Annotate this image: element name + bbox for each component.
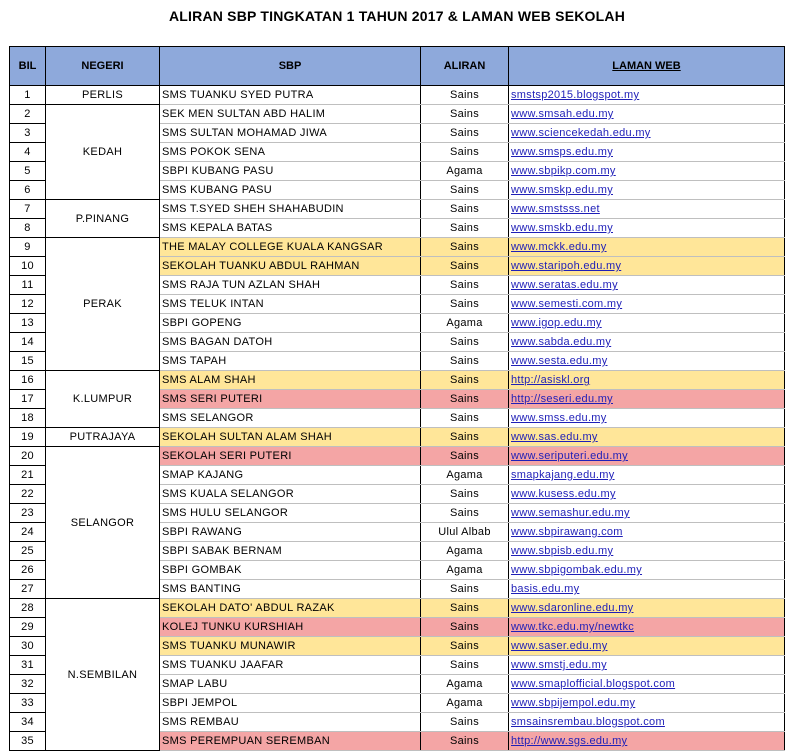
- cell-sbp: SEKOLAH SERI PUTERI: [160, 447, 421, 466]
- cell-bil: 33: [10, 694, 46, 713]
- cell-sbp: SMS HULU SELANGOR: [160, 504, 421, 523]
- cell-laman-web: [509, 713, 785, 732]
- cell-laman-web: [509, 257, 785, 276]
- cell-laman-web: [509, 86, 785, 105]
- cell-bil: 22: [10, 485, 46, 504]
- cell-aliran: Sains: [421, 238, 509, 257]
- header-sbp: SBP: [160, 47, 421, 86]
- website-link[interactable]: www.semashur.edu.my: [511, 507, 630, 519]
- cell-laman-web: [509, 409, 785, 428]
- cell-aliran: Sains: [421, 409, 509, 428]
- cell-sbp: SBPI SABAK BERNAM: [160, 542, 421, 561]
- cell-sbp: SMS SERI PUTERI: [160, 390, 421, 409]
- website-link[interactable]: www.smsps.edu.my: [511, 146, 613, 158]
- cell-aliran: Sains: [421, 599, 509, 618]
- cell-aliran: Sains: [421, 333, 509, 352]
- table-header-row: [10, 47, 785, 86]
- website-link[interactable]: www.smsah.edu.my: [511, 108, 614, 120]
- cell-laman-web: [509, 295, 785, 314]
- cell-sbp: SBPI GOPENG: [160, 314, 421, 333]
- website-link[interactable]: www.igop.edu.my: [511, 317, 602, 329]
- cell-bil: 6: [10, 181, 46, 200]
- cell-aliran: Sains: [421, 276, 509, 295]
- cell-laman-web: [509, 618, 785, 637]
- cell-bil: 28: [10, 599, 46, 618]
- cell-bil: 29: [10, 618, 46, 637]
- cell-sbp: SMS TUANKU JAAFAR: [160, 656, 421, 675]
- cell-laman-web: [509, 371, 785, 390]
- cell-laman-web: [509, 352, 785, 371]
- cell-sbp: SMAP LABU: [160, 675, 421, 694]
- cell-bil: 30: [10, 637, 46, 656]
- cell-laman-web: [509, 162, 785, 181]
- cell-aliran: Agama: [421, 314, 509, 333]
- table-row: [10, 599, 785, 618]
- cell-aliran: Sains: [421, 219, 509, 238]
- cell-aliran: Sains: [421, 371, 509, 390]
- cell-bil: 35: [10, 732, 46, 751]
- cell-sbp: KOLEJ TUNKU KURSHIAH: [160, 618, 421, 637]
- cell-bil: 14: [10, 333, 46, 352]
- website-link[interactable]: www.sbpirawang.com: [511, 526, 623, 538]
- cell-negeri: KEDAH: [46, 105, 160, 200]
- cell-laman-web: [509, 143, 785, 162]
- table-row: [10, 200, 785, 219]
- cell-aliran: Agama: [421, 162, 509, 181]
- cell-aliran: Sains: [421, 143, 509, 162]
- cell-laman-web: [509, 105, 785, 124]
- table-row: [10, 238, 785, 257]
- cell-sbp: SMS KUALA SELANGOR: [160, 485, 421, 504]
- cell-bil: 25: [10, 542, 46, 561]
- cell-bil: 7: [10, 200, 46, 219]
- website-link[interactable]: www.smstj.edu.my: [511, 659, 607, 671]
- cell-bil: 23: [10, 504, 46, 523]
- cell-sbp: SBPI GOMBAK: [160, 561, 421, 580]
- cell-sbp: SEKOLAH DATO' ABDUL RAZAK: [160, 599, 421, 618]
- website-link[interactable]: www.sciencekedah.edu.my: [511, 127, 651, 139]
- cell-sbp: SMS RAJA TUN AZLAN SHAH: [160, 276, 421, 295]
- cell-laman-web: [509, 466, 785, 485]
- cell-aliran: Sains: [421, 105, 509, 124]
- cell-aliran: Sains: [421, 86, 509, 105]
- cell-aliran: Sains: [421, 713, 509, 732]
- cell-aliran: Sains: [421, 656, 509, 675]
- cell-negeri: P.PINANG: [46, 200, 160, 238]
- cell-bil: 1: [10, 86, 46, 105]
- cell-laman-web: [509, 276, 785, 295]
- cell-bil: 2: [10, 105, 46, 124]
- cell-bil: 16: [10, 371, 46, 390]
- table-row: [10, 371, 785, 390]
- cell-aliran: Sains: [421, 618, 509, 637]
- website-link[interactable]: www.smaplofficial.blogspot.com: [511, 678, 676, 690]
- table-row: [10, 105, 785, 124]
- cell-bil: 5: [10, 162, 46, 181]
- cell-bil: 27: [10, 580, 46, 599]
- sbp-table: [9, 46, 785, 751]
- website-link[interactable]: www.sbpisb.edu.my: [511, 545, 614, 557]
- cell-laman-web: [509, 675, 785, 694]
- table-row: [10, 447, 785, 466]
- cell-aliran: Sains: [421, 390, 509, 409]
- cell-aliran: Agama: [421, 675, 509, 694]
- cell-sbp: SMS REMBAU: [160, 713, 421, 732]
- website-link[interactable]: www.smstsss.net: [511, 203, 600, 215]
- cell-sbp: SEKOLAH TUANKU ABDUL RAHMAN: [160, 257, 421, 276]
- website-link[interactable]: www.kusess.edu.my: [511, 488, 616, 500]
- cell-bil: 15: [10, 352, 46, 371]
- cell-aliran: Sains: [421, 447, 509, 466]
- cell-aliran: Agama: [421, 542, 509, 561]
- cell-sbp: SMS TELUK INTAN: [160, 295, 421, 314]
- header-negeri: NEGERI: [46, 47, 160, 86]
- website-link[interactable]: www.sbpijempol.edu.my: [511, 697, 636, 709]
- cell-bil: 32: [10, 675, 46, 694]
- cell-sbp: SEKOLAH SULTAN ALAM SHAH: [160, 428, 421, 447]
- cell-aliran: Sains: [421, 504, 509, 523]
- cell-bil: 26: [10, 561, 46, 580]
- website-link[interactable]: www.mckk.edu.my: [511, 241, 607, 253]
- website-link[interactable]: www.sesta.edu.my: [511, 355, 608, 367]
- cell-laman-web: [509, 542, 785, 561]
- cell-bil: 9: [10, 238, 46, 257]
- cell-laman-web: [509, 561, 785, 580]
- cell-laman-web: [509, 580, 785, 599]
- cell-bil: 20: [10, 447, 46, 466]
- cell-bil: 21: [10, 466, 46, 485]
- cell-aliran: Sains: [421, 200, 509, 219]
- cell-negeri: PERAK: [46, 238, 160, 371]
- header-laman-web: LAMAN WEB: [509, 47, 785, 86]
- cell-sbp: SEK MEN SULTAN ABD HALIM: [160, 105, 421, 124]
- cell-bil: 31: [10, 656, 46, 675]
- cell-negeri: PERLIS: [46, 86, 160, 105]
- website-link[interactable]: www.tkc.edu.my/newtkc: [511, 621, 635, 633]
- cell-aliran: Ulul Albab: [421, 523, 509, 542]
- cell-negeri: N.SEMBILAN: [46, 599, 160, 751]
- cell-laman-web: [509, 694, 785, 713]
- cell-sbp: SMS TAPAH: [160, 352, 421, 371]
- header-bil: BIL: [10, 47, 46, 86]
- cell-aliran: Sains: [421, 352, 509, 371]
- cell-laman-web: [509, 238, 785, 257]
- cell-sbp: SMS SELANGOR: [160, 409, 421, 428]
- cell-laman-web: [509, 504, 785, 523]
- cell-aliran: Sains: [421, 257, 509, 276]
- website-link[interactable]: www.sbpikp.com.my: [511, 165, 616, 177]
- cell-sbp: SMS KUBANG PASU: [160, 181, 421, 200]
- cell-sbp: SMS PEREMPUAN SEREMBAN: [160, 732, 421, 751]
- cell-laman-web: [509, 447, 785, 466]
- cell-bil: 8: [10, 219, 46, 238]
- cell-sbp: SMS T.SYED SHEH SHAHABUDIN: [160, 200, 421, 219]
- cell-laman-web: [509, 523, 785, 542]
- website-link[interactable]: www.sas.edu.my: [511, 431, 598, 443]
- website-link[interactable]: smapkajang.edu.my: [511, 469, 615, 481]
- cell-bil: 13: [10, 314, 46, 333]
- cell-sbp: SMS BANTING: [160, 580, 421, 599]
- website-link[interactable]: www.semesti.com.my: [511, 298, 623, 310]
- website-link[interactable]: www.sdaronline.edu.my: [511, 602, 634, 614]
- cell-sbp: SBPI KUBANG PASU: [160, 162, 421, 181]
- website-link[interactable]: www.sabda.edu.my: [511, 336, 612, 348]
- website-link[interactable]: basis.edu.my: [511, 583, 580, 595]
- cell-sbp: SBPI JEMPOL: [160, 694, 421, 713]
- cell-negeri: PUTRAJAYA: [46, 428, 160, 447]
- cell-aliran: Sains: [421, 732, 509, 751]
- website-link[interactable]: www.seriputeri.edu.my: [511, 450, 628, 462]
- cell-laman-web: [509, 485, 785, 504]
- cell-sbp: SMAP KAJANG: [160, 466, 421, 485]
- cell-aliran: Agama: [421, 561, 509, 580]
- cell-sbp: SMS POKOK SENA: [160, 143, 421, 162]
- cell-sbp: SMS BAGAN DATOH: [160, 333, 421, 352]
- website-link[interactable]: www.sbpigombak.edu.my: [511, 564, 643, 576]
- cell-sbp: SMS ALAM SHAH: [160, 371, 421, 390]
- header-aliran: ALIRAN: [421, 47, 509, 86]
- cell-laman-web: [509, 599, 785, 618]
- cell-aliran: Sains: [421, 181, 509, 200]
- cell-sbp: SMS KEPALA BATAS: [160, 219, 421, 238]
- cell-bil: 34: [10, 713, 46, 732]
- page-title: ALIRAN SBP TINGKATAN 1 TAHUN 2017 & LAMAN WEB SEKOLAH: [168, 8, 626, 24]
- cell-sbp: SMS TUANKU MUNAWIR: [160, 637, 421, 656]
- website-link[interactable]: www.smss.edu.my: [511, 412, 607, 424]
- website-link[interactable]: www.seratas.edu.my: [511, 279, 618, 291]
- website-link[interactable]: smstsp2015.blogspot.my: [511, 89, 640, 101]
- table-row: [10, 86, 785, 105]
- cell-aliran: Agama: [421, 466, 509, 485]
- cell-laman-web: [509, 181, 785, 200]
- cell-sbp: THE MALAY COLLEGE KUALA KANGSAR: [160, 238, 421, 257]
- cell-aliran: Sains: [421, 124, 509, 143]
- cell-aliran: Sains: [421, 637, 509, 656]
- cell-laman-web: [509, 732, 785, 751]
- cell-laman-web: [509, 390, 785, 409]
- cell-laman-web: [509, 333, 785, 352]
- cell-sbp: SMS SULTAN MOHAMAD JIWA: [160, 124, 421, 143]
- cell-laman-web: [509, 314, 785, 333]
- cell-bil: 3: [10, 124, 46, 143]
- cell-aliran: Sains: [421, 485, 509, 504]
- cell-bil: 18: [10, 409, 46, 428]
- cell-bil: 19: [10, 428, 46, 447]
- cell-bil: 12: [10, 295, 46, 314]
- cell-bil: 11: [10, 276, 46, 295]
- cell-bil: 24: [10, 523, 46, 542]
- website-link[interactable]: http://asiskl.org: [511, 374, 591, 386]
- cell-laman-web: [509, 200, 785, 219]
- cell-bil: 17: [10, 390, 46, 409]
- website-link[interactable]: www.smskp.edu.my: [511, 184, 613, 196]
- cell-sbp: SMS TUANKU SYED PUTRA: [160, 86, 421, 105]
- website-link[interactable]: www.smskb.edu.my: [511, 222, 613, 234]
- cell-laman-web: [509, 428, 785, 447]
- cell-laman-web: [509, 124, 785, 143]
- table-body: [10, 86, 785, 751]
- website-link[interactable]: www.saser.edu.my: [511, 640, 608, 652]
- cell-laman-web: [509, 637, 785, 656]
- cell-aliran: Sains: [421, 580, 509, 599]
- cell-bil: 10: [10, 257, 46, 276]
- website-link[interactable]: smsainsrembau.blogspot.com: [511, 716, 665, 728]
- table-row: [10, 428, 785, 447]
- cell-aliran: Agama: [421, 694, 509, 713]
- cell-laman-web: [509, 656, 785, 675]
- cell-negeri: K.LUMPUR: [46, 371, 160, 428]
- cell-bil: 4: [10, 143, 46, 162]
- cell-aliran: Sains: [421, 428, 509, 447]
- website-link[interactable]: http://seseri.edu.my: [511, 393, 613, 405]
- cell-laman-web: [509, 219, 785, 238]
- website-link[interactable]: http://www.sgs.edu.my: [511, 735, 628, 747]
- cell-negeri: SELANGOR: [46, 447, 160, 599]
- cell-sbp: SBPI RAWANG: [160, 523, 421, 542]
- website-link[interactable]: www.staripoh.edu.my: [511, 260, 622, 272]
- cell-aliran: Sains: [421, 295, 509, 314]
